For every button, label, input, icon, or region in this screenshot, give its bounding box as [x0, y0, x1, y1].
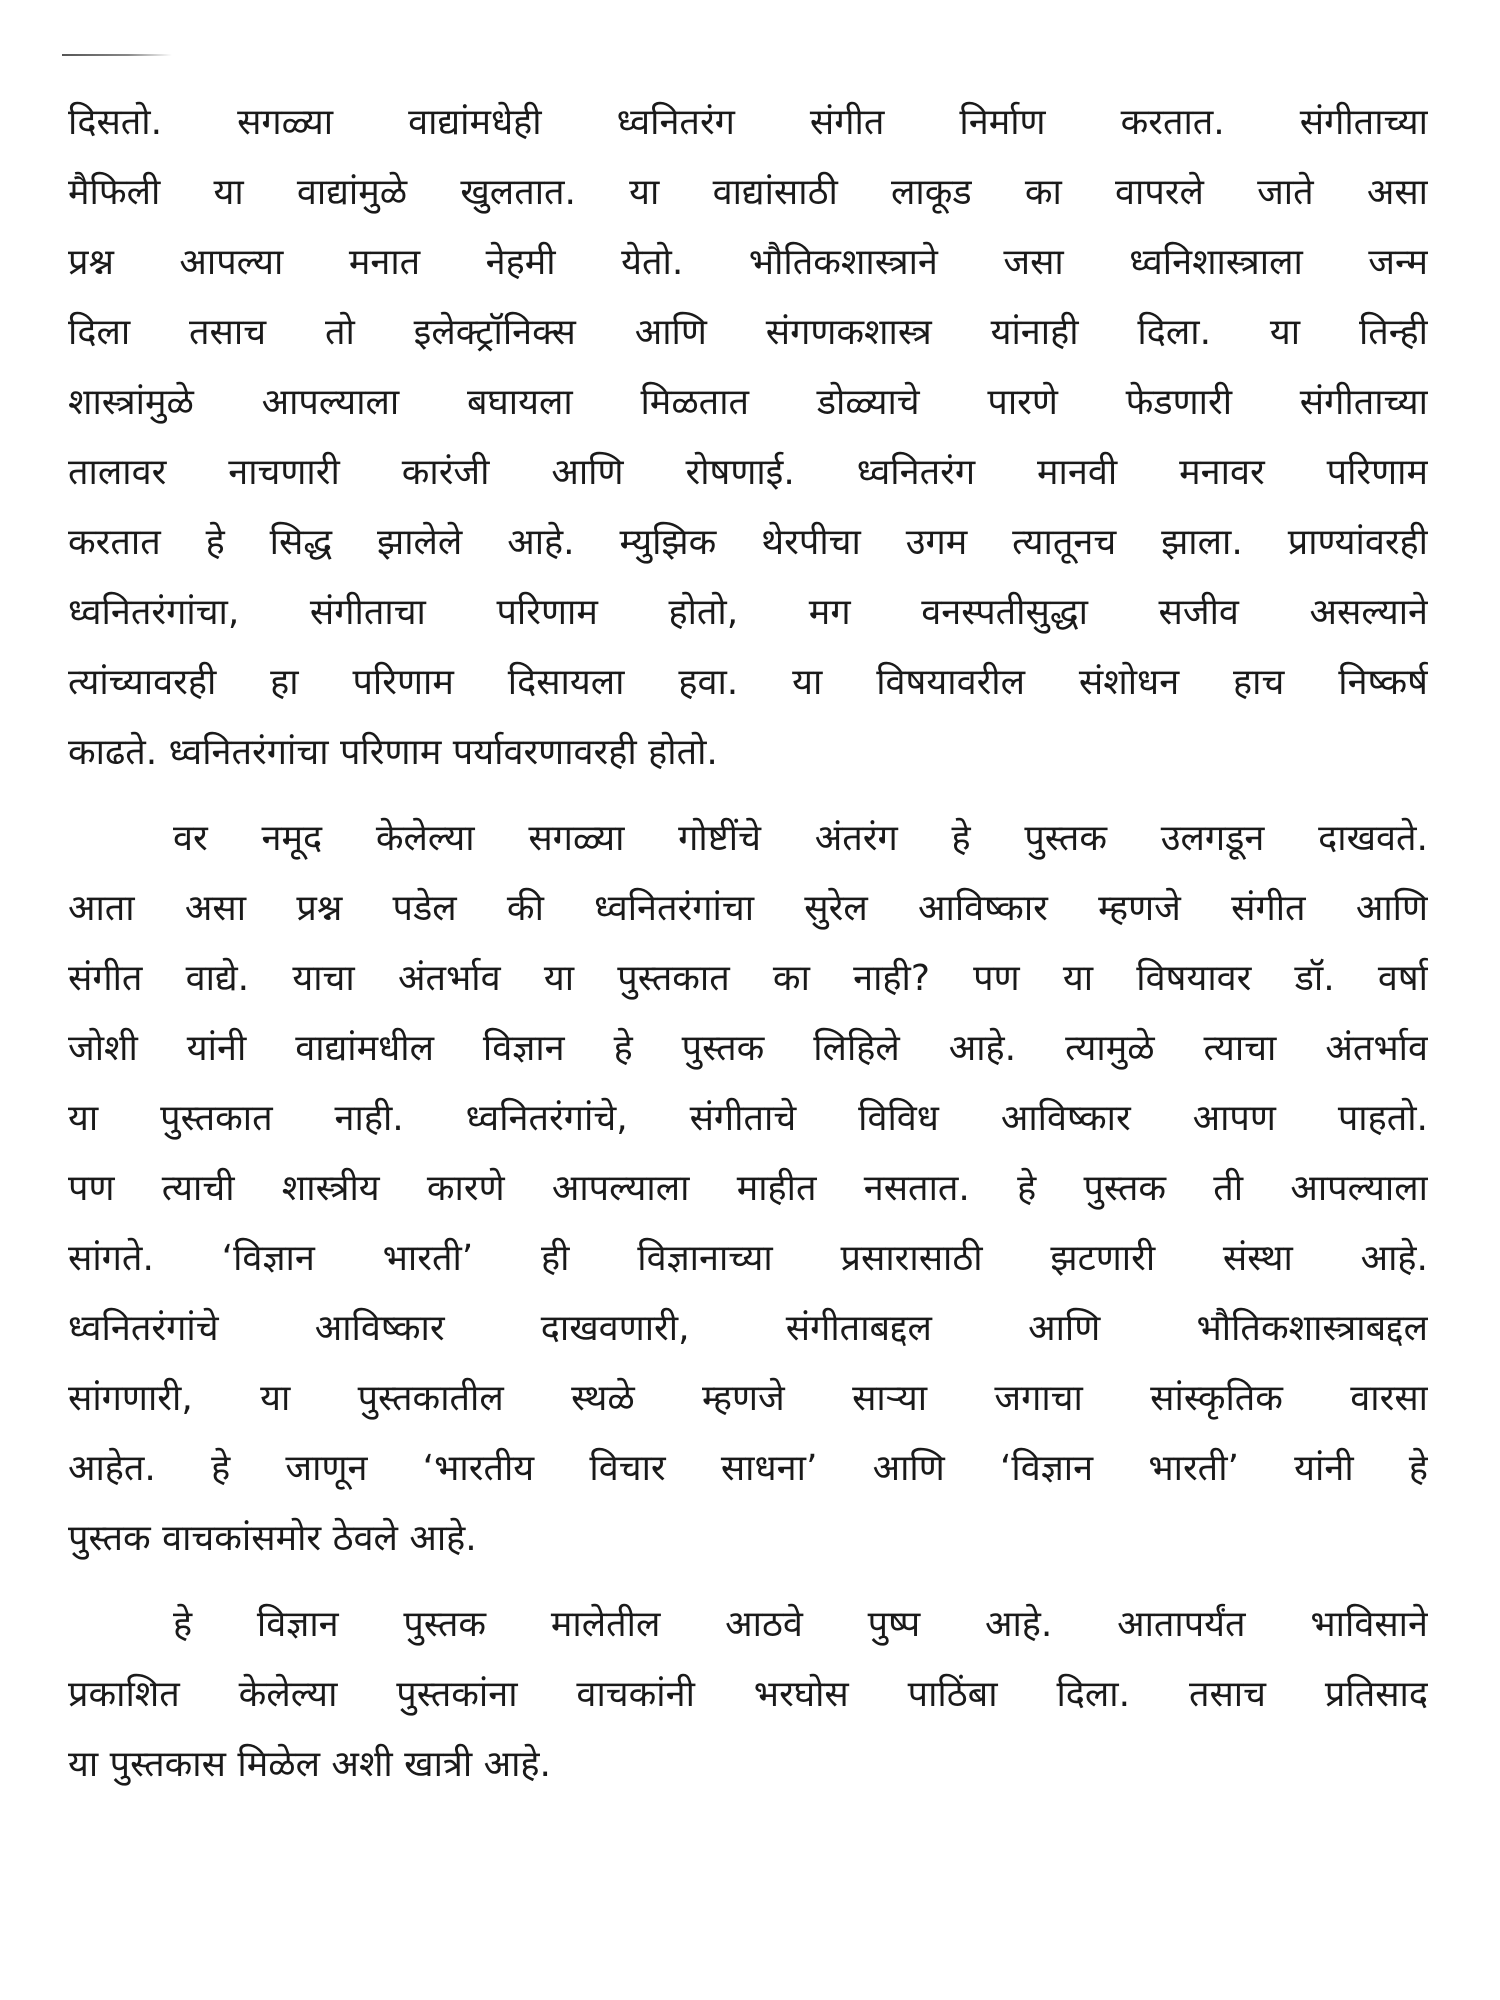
- paragraph-1: [68, 88, 1428, 788]
- text-line: या पुस्तकात नाही. ध्वनितरंगांचे, संगीताचे विविध आविष्कार आपण पाहतो.: [68, 1098, 1428, 1139]
- text-line: पुस्तक वाचकांसमोर ठेवले आहे.: [68, 1518, 477, 1559]
- text-line: दिला तसाच तो इलेक्ट्रॉनिक्स आणि संगणकशास्त्र यांनाही दिला. या तिन्ही: [68, 312, 1428, 353]
- text-line: वर नमूद केलेल्या सगळ्या गोष्टींचे अंतरंग हे पुस्तक उलगडून दाखवते.: [173, 818, 1428, 859]
- text-line: ध्वनितरंगांचे आविष्कार दाखवणारी, संगीताबद्दल आणि भौतिकशास्त्राबद्दल: [68, 1308, 1428, 1349]
- paragraph-3: [68, 1590, 1428, 1800]
- text-line: हे विज्ञान पुस्तक मालेतील आठवे पुष्प आहे. आतापर्यंत भाविसाने: [173, 1604, 1428, 1645]
- text-line: आता असा प्रश्न पडेल की ध्वनितरंगांचा सुरेल आविष्कार म्हणजे संगीत आणि: [68, 888, 1428, 929]
- text-line: ध्वनितरंगांचा, संगीताचा परिणाम होतो, मग वनस्पतीसुद्धा सजीव असल्याने: [68, 592, 1428, 633]
- header-rule: [62, 54, 172, 56]
- text-line: काढते. ध्वनितरंगांचा परिणाम पर्यावरणावरही होतो.: [68, 732, 718, 773]
- paragraph-2: [68, 804, 1428, 1574]
- text-line: तालावर नाचणारी कारंजी आणि रोषणाई. ध्वनितरंग मानवी मनावर परिणाम: [68, 452, 1428, 493]
- text-line: प्रकाशित केलेल्या पुस्तकांना वाचकांनी भरघोस पाठिंबा दिला. तसाच प्रतिसाद: [68, 1674, 1428, 1715]
- text-line: संगीत वाद्ये. याचा अंतर्भाव या पुस्तकात का नाही? पण या विषयावर डॉ. वर्षा: [68, 958, 1428, 999]
- body-text: [68, 88, 1428, 1800]
- text-line: सांगणारी, या पुस्तकातील स्थळे म्हणजे साऱ्या जगाचा सांस्कृतिक वारसा: [68, 1378, 1428, 1419]
- text-line: शास्त्रांमुळे आपल्याला बघायला मिळतात डोळ्याचे पारणे फेडणारी संगीताच्या: [68, 382, 1428, 423]
- text-line: प्रश्न आपल्या मनात नेहमी येतो. भौतिकशास्त्राने जसा ध्वनिशास्त्राला जन्म: [68, 242, 1428, 283]
- text-line: मैफिली या वाद्यांमुळे खुलतात. या वाद्यांसाठी लाकूड का वापरले जाते असा: [68, 172, 1428, 213]
- text-line: दिसतो. सगळ्या वाद्यांमधेही ध्वनितरंग संगीत निर्माण करतात. संगीताच्या: [68, 102, 1428, 143]
- text-line: करतात हे सिद्ध झालेले आहे. म्युझिक थेरपीचा उगम त्यातूनच झाला. प्राण्यांवरही: [68, 522, 1428, 563]
- text-line: या पुस्तकास मिळेल अशी खात्री आहे.: [68, 1744, 551, 1785]
- text-line: सांगते. ‘विज्ञान भारती’ ही विज्ञानाच्या प्रसारासाठी झटणारी संस्था आहे.: [68, 1238, 1428, 1279]
- text-line: पण त्याची शास्त्रीय कारणे आपल्याला माहीत नसतात. हे पुस्तक ती आपल्याला: [68, 1168, 1428, 1209]
- text-line: त्यांच्यावरही हा परिणाम दिसायला हवा. या विषयावरील संशोधन हाच निष्कर्ष: [68, 662, 1428, 703]
- text-line: आहेत. हे जाणून ‘भारतीय विचार साधना’ आणि ‘विज्ञान भारती’ यांनी हे: [68, 1448, 1428, 1489]
- text-line: जोशी यांनी वाद्यांमधील विज्ञान हे पुस्तक लिहिले आहे. त्यामुळे त्याचा अंतर्भाव: [68, 1028, 1428, 1069]
